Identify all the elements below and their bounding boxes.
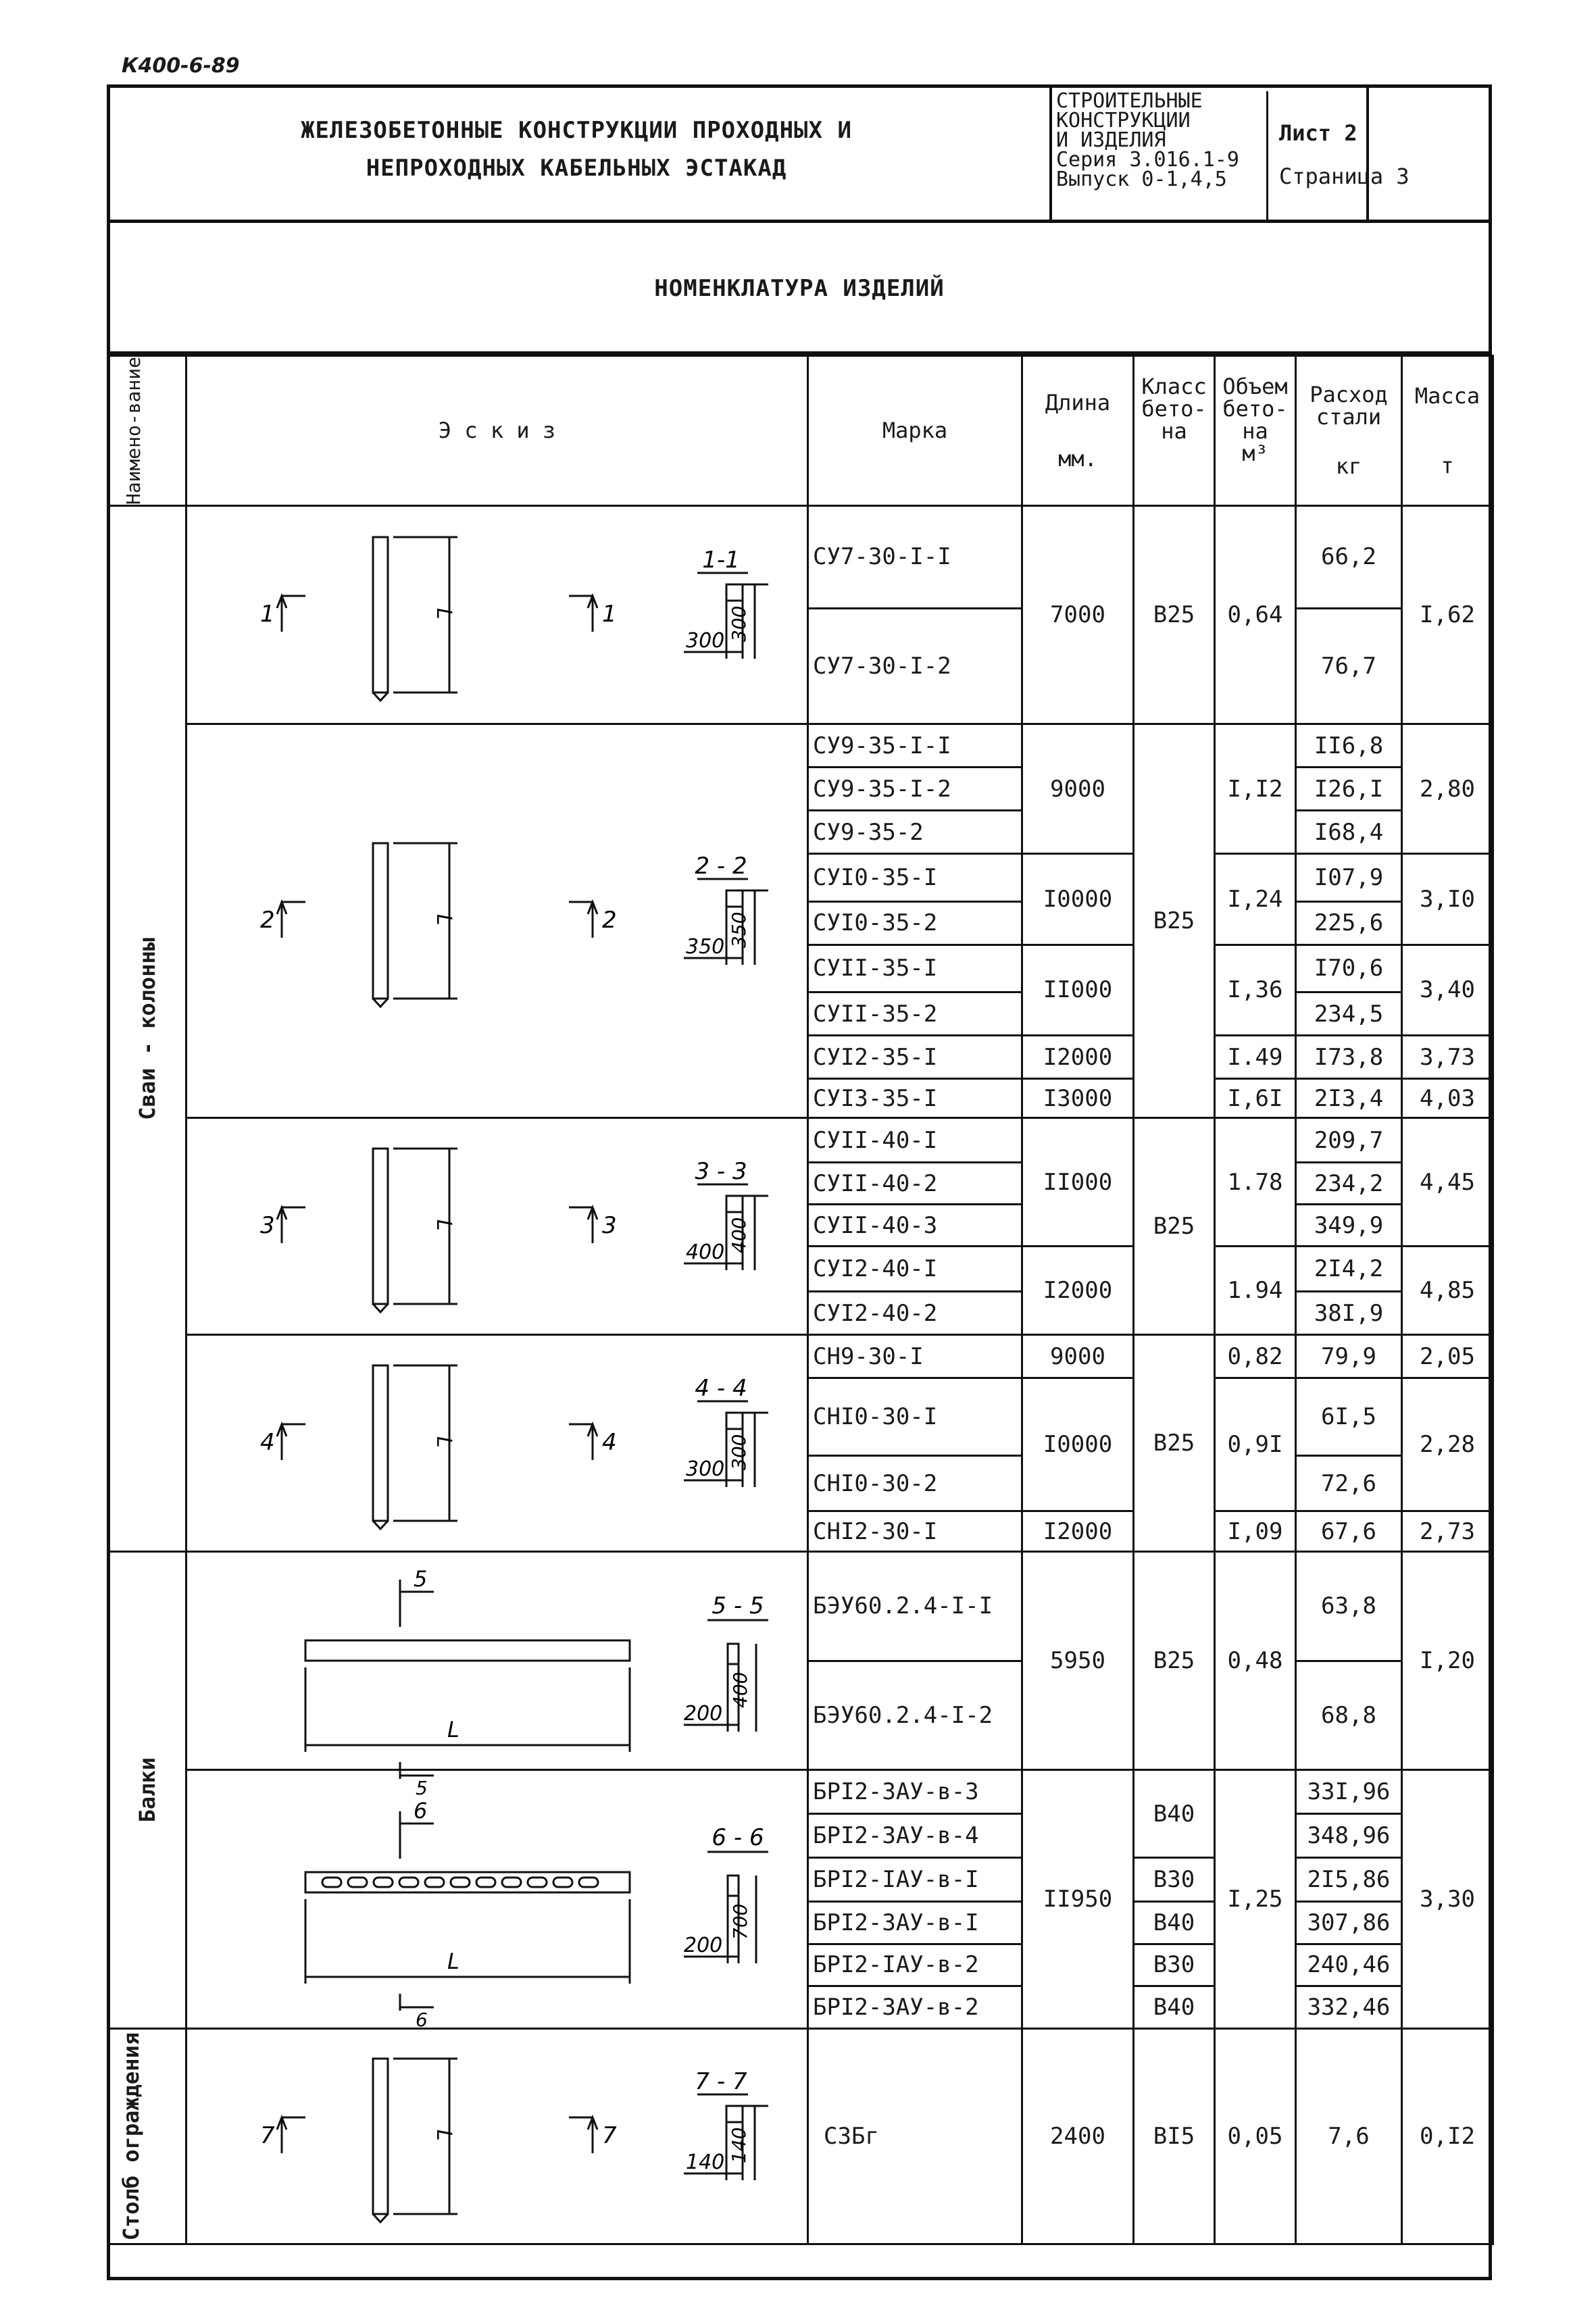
mark: СНI2-30-I <box>808 1511 1022 1552</box>
sketch-7 <box>186 2029 808 2244</box>
sketch-6 <box>186 1770 808 2032</box>
mass: 3,I0 <box>1402 854 1493 945</box>
table-row <box>108 1118 1493 1163</box>
section-marker-label: 4 <box>260 1429 275 1457</box>
cross-section <box>726 1413 743 1429</box>
sketch-1 <box>186 506 808 724</box>
beam-body <box>305 1640 630 1661</box>
volume: I,25 <box>1215 1770 1296 2029</box>
document-code: К400-6-89 <box>122 54 240 78</box>
cross-section <box>726 890 743 907</box>
mark: СЗБг <box>808 2029 1022 2244</box>
group-beams: Балки <box>108 1552 186 2029</box>
concrete-class: В25 <box>1134 506 1215 724</box>
mass: 4,45 <box>1402 1118 1493 1247</box>
mark: БРI2-3АУ-в-3 <box>808 1770 1022 1814</box>
mark: СНI0-30-2 <box>808 1456 1022 1511</box>
cross-section <box>726 584 743 601</box>
steel: 307,86 <box>1296 1901 1402 1944</box>
beam-opening <box>322 1878 341 1887</box>
length: II950 <box>1022 1770 1134 2029</box>
mass: 3,40 <box>1402 945 1493 1036</box>
volume: I,6I <box>1215 1079 1296 1118</box>
volume: 0,9I <box>1215 1378 1296 1511</box>
mass: 3,73 <box>1402 1036 1493 1079</box>
steel: I26,I <box>1296 768 1402 811</box>
volume: 0,82 <box>1215 1335 1296 1378</box>
section-marker-label: 6 <box>414 1798 428 1824</box>
steel: 66,2 <box>1296 506 1402 608</box>
steel: 7,6 <box>1296 2029 1402 2244</box>
pile-tip <box>373 1304 388 1312</box>
steel: 2I3,4 <box>1296 1079 1402 1118</box>
volume: 1.78 <box>1215 1118 1296 1247</box>
volume: I.49 <box>1215 1036 1296 1079</box>
volume: I,09 <box>1215 1511 1296 1552</box>
steel: I68,4 <box>1296 811 1402 854</box>
mass: 4,85 <box>1402 1247 1493 1335</box>
volume: I,I2 <box>1215 724 1296 854</box>
height-label: 140 <box>728 2127 750 2164</box>
steel: 72,6 <box>1296 1456 1402 1511</box>
concrete-class: В25 <box>1134 1552 1215 1770</box>
sheet-info <box>1279 111 1410 198</box>
mark: СУII-35-2 <box>808 992 1022 1036</box>
volume: I,36 <box>1215 945 1296 1036</box>
width-label: 300 <box>686 629 725 653</box>
length-label: L <box>432 2130 455 2141</box>
width-label: 200 <box>684 1934 723 1958</box>
volume: I,24 <box>1215 854 1296 945</box>
volume: 1.94 <box>1215 1247 1296 1335</box>
length: I0000 <box>1022 854 1134 945</box>
width-label: 140 <box>686 2150 725 2175</box>
steel: 225,6 <box>1296 901 1402 945</box>
col-header-mass: Масса т <box>1402 356 1493 506</box>
pile-body <box>373 1149 388 1304</box>
col-header-sketch: Э с к и з <box>186 356 808 506</box>
table-row <box>108 2029 1493 2244</box>
height-label: 700 <box>729 1903 751 1940</box>
section-marker-label: 3 <box>260 1212 275 1240</box>
sketch-5 <box>186 1552 808 1800</box>
steel: 68,8 <box>1296 1661 1402 1770</box>
mark: СУI3-35-I <box>808 1079 1022 1118</box>
length-label: L <box>432 608 455 620</box>
mass: 4,03 <box>1402 1079 1493 1118</box>
mark: СУI0-35-I <box>808 854 1022 902</box>
length: I2000 <box>1022 1036 1134 1079</box>
col-header-volume: Объем бето-на м³ <box>1215 356 1296 506</box>
group-piles: Сваи - колонны <box>108 506 186 1552</box>
concrete-class: В30 <box>1134 1857 1215 1901</box>
concrete-class: В25 <box>1134 1118 1215 1335</box>
mark: СУ7-30-I-I <box>808 506 1022 608</box>
table-row <box>108 724 1493 768</box>
steel: I70,6 <box>1296 945 1402 992</box>
length-label: L <box>447 1717 459 1743</box>
col-header-class: Класс бето-на <box>1134 356 1215 506</box>
beam-body <box>305 1872 630 1892</box>
section-marker-label: 4 <box>602 1429 617 1457</box>
col-header-name: Наимено-вание <box>108 356 186 506</box>
table-row <box>108 1770 1493 1814</box>
section-marker-label: 2 <box>602 907 617 934</box>
section-label: 1-1 <box>702 547 740 574</box>
mark: СУI0-35-2 <box>808 901 1022 945</box>
mark: СУII-40-3 <box>808 1205 1022 1247</box>
steel: 348,96 <box>1296 1814 1402 1858</box>
table-row <box>108 506 1493 608</box>
beam-opening <box>553 1878 572 1887</box>
volume: 0,64 <box>1215 506 1296 724</box>
mark: БРI2-3АУ-в-2 <box>808 1986 1022 2029</box>
sketch-4 <box>186 1335 808 1552</box>
concrete-class: В25 <box>1134 724 1215 1118</box>
concrete-class: В30 <box>1134 1944 1215 1986</box>
section-label: 2 - 2 <box>695 853 747 880</box>
width-label: 300 <box>686 1457 725 1482</box>
width-label: 400 <box>686 1240 725 1265</box>
mass: 2,73 <box>1402 1511 1493 1552</box>
steel: 38I,9 <box>1296 1292 1402 1335</box>
length: 2400 <box>1022 2029 1134 2244</box>
steel: 332,46 <box>1296 1986 1402 2029</box>
width-label: 350 <box>686 935 725 959</box>
concrete-class: В40 <box>1134 1986 1215 2029</box>
mark: СУI2-40-2 <box>808 1292 1022 1335</box>
width-label: 200 <box>684 1702 723 1726</box>
mark: БЭУ60.2.4-I-2 <box>808 1661 1022 1770</box>
table-row <box>108 1552 1493 1661</box>
volume: 0,05 <box>1215 2029 1296 2244</box>
concrete-class: В40 <box>1134 1770 1215 1858</box>
length: 5950 <box>1022 1552 1134 1770</box>
mark: СН9-30-I <box>808 1335 1022 1378</box>
page-number: Страница 3 <box>1279 164 1410 189</box>
document-title <box>107 111 1046 187</box>
steel: 234,2 <box>1296 1163 1402 1205</box>
section-marker-label: 7 <box>260 2122 275 2150</box>
steel: 67,6 <box>1296 1511 1402 1552</box>
steel: 209,7 <box>1296 1118 1402 1163</box>
mark: СУ7-30-I-2 <box>808 608 1022 724</box>
series-line: И ИЗДЕЛИЯ <box>1056 128 1166 152</box>
beam-opening <box>528 1878 547 1887</box>
mark: СНI0-30-I <box>808 1378 1022 1456</box>
concrete-class: В40 <box>1134 1901 1215 1944</box>
nomenclature-table <box>107 355 1494 2245</box>
mass: I,62 <box>1402 506 1493 724</box>
section-label: 4 - 4 <box>695 1375 747 1403</box>
steel: 2I4,2 <box>1296 1247 1402 1292</box>
steel: 2I5,86 <box>1296 1857 1402 1901</box>
section-label: 7 - 7 <box>695 2068 747 2096</box>
mark: БЭУ60.2.4-I-I <box>808 1552 1022 1661</box>
pile-tip <box>373 2214 388 2222</box>
mass: 2,28 <box>1402 1378 1493 1511</box>
beam-opening <box>425 1878 444 1887</box>
cross-section <box>726 1196 743 1212</box>
mark: СУI2-35-I <box>808 1036 1022 1079</box>
sketch-2 <box>186 724 808 1118</box>
title-block <box>107 84 1492 223</box>
pile-body <box>373 843 388 999</box>
title-line-1: ЖЕЛЕЗОБЕТОННЫЕ КОНСТРУКЦИИ ПРОХОДНЫХ И <box>301 117 852 144</box>
beam-opening <box>502 1878 521 1887</box>
mark: СУ9-35-2 <box>808 811 1022 854</box>
section-marker-label: 6 <box>416 2009 428 2032</box>
beam-opening <box>451 1878 470 1887</box>
mass: I,20 <box>1402 1552 1493 1770</box>
length-label: L <box>432 914 455 926</box>
steel: I73,8 <box>1296 1036 1402 1079</box>
height-label: 400 <box>729 1671 751 1709</box>
length: I2000 <box>1022 1511 1134 1552</box>
series-line: СТРОИТЕЛЬНЫЕ <box>1056 89 1203 113</box>
section-label: 6 - 6 <box>712 1824 764 1852</box>
mark: БРI2-3АУ-в-4 <box>808 1814 1022 1858</box>
height-label: 300 <box>728 605 750 643</box>
length-label: L <box>447 1948 459 1975</box>
group-posts: Столб ограждения <box>108 2029 186 2244</box>
steel: I07,9 <box>1296 854 1402 902</box>
steel: 240,46 <box>1296 1944 1402 1986</box>
beam-opening <box>579 1878 598 1887</box>
steel: 349,9 <box>1296 1205 1402 1247</box>
length-label: Длина <box>1045 389 1111 416</box>
beam-opening <box>348 1878 367 1887</box>
length-label: L <box>432 1219 455 1231</box>
steel: 79,9 <box>1296 1335 1402 1378</box>
length: II000 <box>1022 1118 1134 1247</box>
col-header-steel: Расход стали кг <box>1296 356 1402 506</box>
mark: СУI2-40-I <box>808 1247 1022 1292</box>
title-line-2: НЕПРОХОДНЫХ КАБЕЛЬНЫХ ЭСТАКАД <box>366 155 787 182</box>
length: 9000 <box>1022 1335 1134 1378</box>
concrete-class: ВI5 <box>1134 2029 1215 2244</box>
beam-opening <box>399 1878 418 1887</box>
steel: 6I,5 <box>1296 1378 1402 1456</box>
mark: БРI2-IАУ-в-2 <box>808 1944 1022 1986</box>
pile-body <box>373 2059 388 2214</box>
length-unit: мм. <box>1058 445 1097 472</box>
col-header-length <box>1022 356 1134 506</box>
mark: СУ9-35-I-I <box>808 724 1022 768</box>
pile-tip <box>373 999 388 1007</box>
section-marker-label: 5 <box>416 1777 428 1800</box>
pile-body <box>373 537 388 693</box>
mark: БРI2-3АУ-в-I <box>808 1901 1022 1944</box>
steel: 76,7 <box>1296 608 1402 724</box>
height-label: 300 <box>728 1434 750 1471</box>
volume: 0,48 <box>1215 1552 1296 1770</box>
mark: СУII-40-I <box>808 1118 1022 1163</box>
length: I0000 <box>1022 1378 1134 1511</box>
table-row <box>108 1335 1493 1378</box>
steel: 33I,96 <box>1296 1770 1402 1814</box>
length: 7000 <box>1022 506 1134 724</box>
mark: БРI2-IАУ-в-I <box>808 1857 1022 1901</box>
length: 9000 <box>1022 724 1134 854</box>
cross-section <box>726 2106 743 2122</box>
beam-opening <box>374 1878 393 1887</box>
steel: II6,8 <box>1296 724 1402 768</box>
section-title: НОМЕНКЛАТУРА ИЗДЕЛИЙ <box>107 223 1492 355</box>
section-marker-label: 1 <box>260 601 275 628</box>
cross-section <box>728 1644 739 1664</box>
mass: 3,30 <box>1402 1770 1493 2029</box>
height-label: 350 <box>728 911 750 949</box>
length: I2000 <box>1022 1247 1134 1335</box>
steel: 63,8 <box>1296 1552 1402 1661</box>
series-line: КОНСТРУКЦИИ <box>1056 109 1191 132</box>
section-label: 3 - 3 <box>695 1158 747 1186</box>
pile-tip <box>373 1521 388 1529</box>
table-header-row <box>108 356 1493 506</box>
series-line: Выпуск 0-1,4,5 <box>1056 168 1227 191</box>
length: I3000 <box>1022 1079 1134 1118</box>
mark: СУII-40-2 <box>808 1163 1022 1205</box>
sketch-3 <box>186 1118 808 1335</box>
series-line: Серия 3.016.1-9 <box>1056 148 1239 172</box>
mass: 2,05 <box>1402 1335 1493 1378</box>
pile-tip <box>373 693 388 701</box>
mark: СУ9-35-I-2 <box>808 768 1022 811</box>
section-label: 5 - 5 <box>712 1592 764 1620</box>
concrete-class: В25 <box>1134 1335 1215 1552</box>
length: II000 <box>1022 945 1134 1036</box>
cross-section <box>728 1876 739 1896</box>
section-marker-label: 7 <box>602 2122 617 2150</box>
pile-body <box>373 1365 388 1521</box>
section-marker-label: 2 <box>260 907 275 934</box>
sheet-number: Лист 2 <box>1279 120 1357 146</box>
beam-opening <box>476 1878 495 1887</box>
mark: СУII-35-I <box>808 945 1022 992</box>
section-marker-label: 3 <box>602 1212 617 1240</box>
col-header-mark: Марка <box>808 356 1022 506</box>
steel: 234,5 <box>1296 992 1402 1036</box>
mass: 0,I2 <box>1402 2029 1493 2244</box>
height-label: 400 <box>728 1217 750 1254</box>
length-label: L <box>432 1436 455 1448</box>
mass: 2,80 <box>1402 724 1493 854</box>
section-marker-label: 5 <box>414 1566 428 1592</box>
section-marker-label: 1 <box>602 601 617 628</box>
